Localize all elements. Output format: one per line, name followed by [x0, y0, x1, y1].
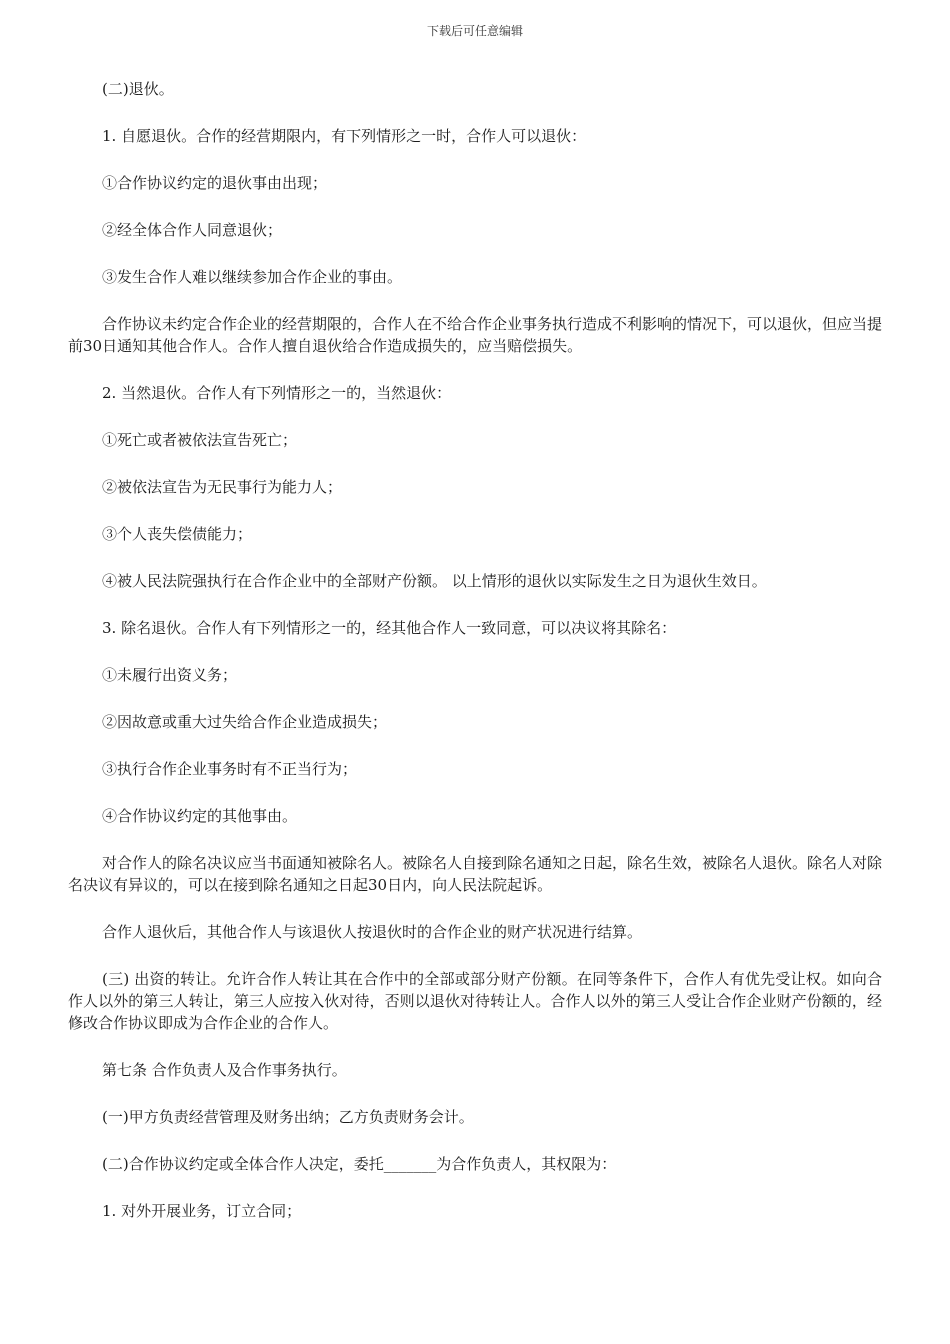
page-header: 下载后可任意编辑 — [426, 24, 523, 38]
paragraph-no-term: 合作协议未约定合作企业的经营期限的，合作人在不给合作企业事务执行造成不利影响的情况下，可以退伙，但应当提前30日通知其他合作人。合作人擅自退伙给合作造成损失的，应当赔偿损失。 — [68, 315, 883, 355]
list-item: ③个人丧失偿债能力； — [102, 525, 253, 543]
list-item: ①死亡或者被依法宣告死亡； — [102, 431, 298, 449]
clause-capital-transfer: (三) 出资的转让。允许合作人转让其在合作中的全部或部分财产份额。在同等条件下，合作人有优先受让权。如向合作人以外的第三人转让，第三人应按入伙对待，否则以退伙对待转让人。合作人以外的第三人受让合作企业财产份额的，经修改合作协议即成为合作企业的合作人。 — [68, 970, 882, 1032]
list-item: (二)合作协议约定或全体合作人决定，委托_______为合作负责人，其权限为： — [102, 1155, 617, 1173]
section-heading-withdrawal: (二)退伙。 — [102, 80, 174, 98]
list-item: ③执行合作企业事务时有不正当行为； — [102, 760, 358, 778]
list-item: ①未履行出资义务； — [102, 666, 238, 684]
clause-expulsion: 3. 除名退伙。合作人有下列情形之一的，经其他合作人一致同意，可以决议将其除名： — [102, 619, 677, 637]
list-item: (一)甲方负责经营管理及财务出纳；乙方负责财务会计。 — [102, 1108, 474, 1126]
paragraph-expulsion-notice: 对合作人的除名决议应当书面通知被除名人。被除名人自接到除名通知之日起，除名生效，被除名人退伙。除名人对除名决议有异议的，可以在接到除名通知之日起30日内，向人民法院起诉。 — [68, 854, 883, 894]
list-item: ④被人民法院强执行在合作企业中的全部财产份额。 以上情形的退伙以实际发生之日为退伙生效日。 — [102, 572, 767, 590]
paragraph-settlement: 合作人退伙后，其他合作人与该退伙人按退伙时的合作企业的财产状况进行结算。 — [102, 923, 643, 941]
clause-voluntary-withdrawal: 1. 自愿退伙。合作的经营期限内，有下列情形之一时，合作人可以退伙： — [102, 127, 587, 145]
clause-automatic-withdrawal: 2. 当然退伙。合作人有下列情形之一的，当然退伙： — [102, 384, 452, 402]
list-item: ①合作协议约定的退伙事由出现； — [102, 174, 328, 192]
article-seven-heading: 第七条 合作负责人及合作事务执行。 — [102, 1061, 347, 1079]
list-item: ②被依法宣告为无民事行为能力人； — [102, 478, 343, 496]
list-item: ②经全体合作人同意退伙； — [102, 221, 283, 239]
list-item: ④合作协议约定的其他事由。 — [102, 807, 298, 825]
list-item: ②因故意或重大过失给合作企业造成损失； — [102, 713, 388, 731]
document-body — [68, 78, 882, 1247]
list-item: 1. 对外开展业务，订立合同； — [102, 1202, 302, 1220]
list-item: ③发生合作人难以继续参加合作企业的事由。 — [102, 268, 403, 286]
